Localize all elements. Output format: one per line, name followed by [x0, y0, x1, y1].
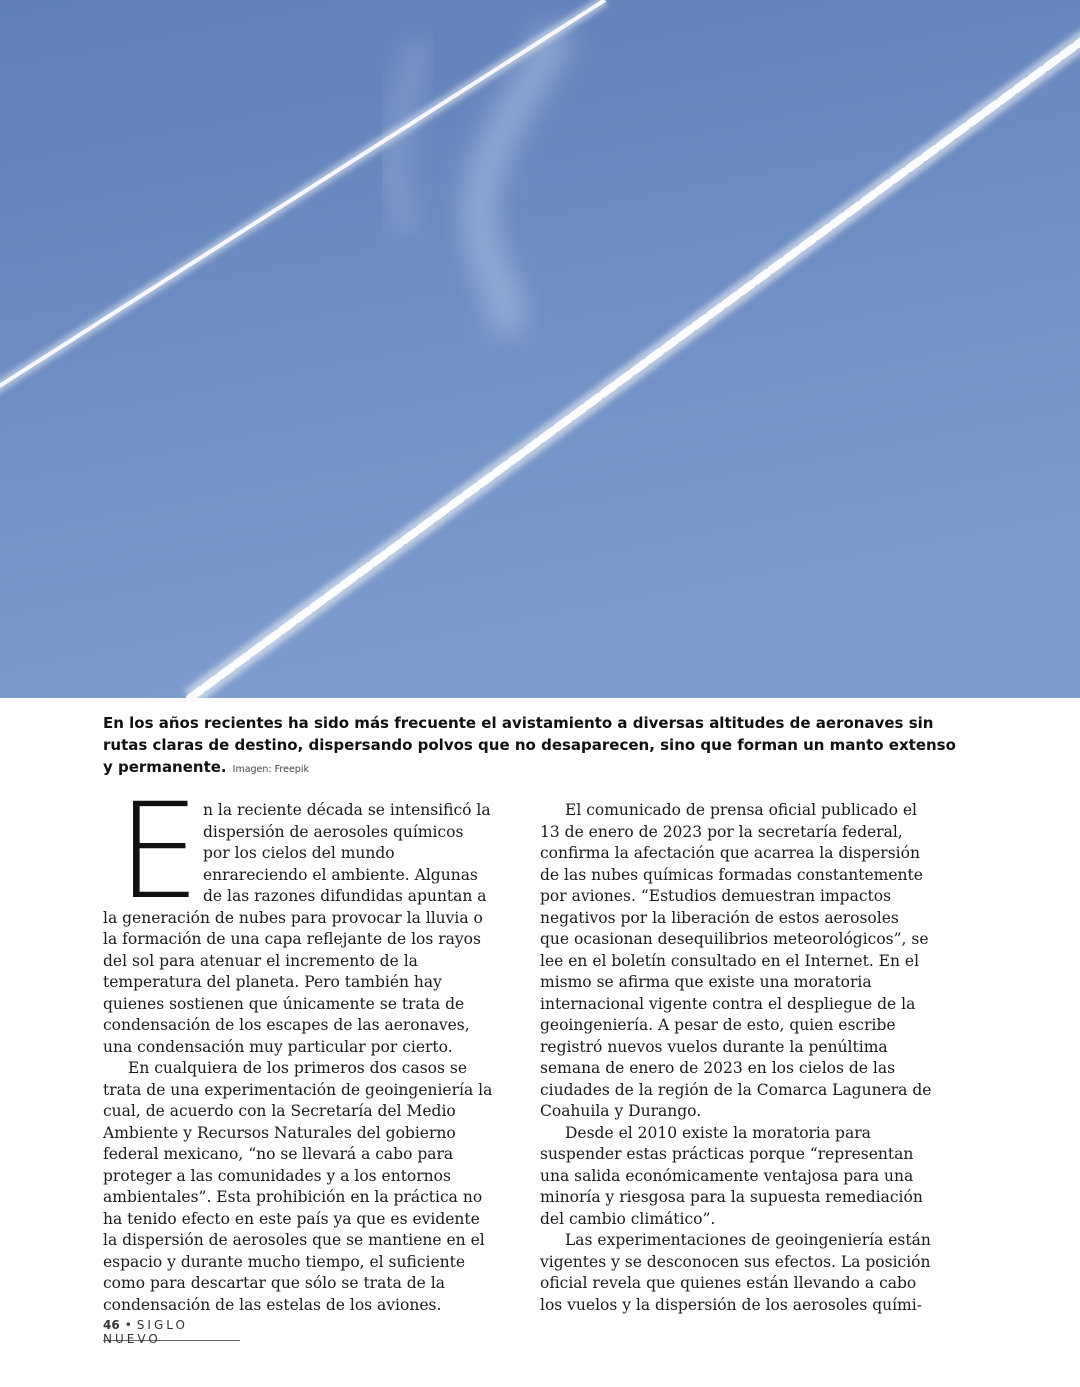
article-column-left: [103, 775, 495, 1316]
footer-separator: •: [124, 1318, 132, 1332]
article-column-right: [540, 800, 932, 1316]
drop-cap: E: [117, 775, 201, 929]
photo-caption: [103, 712, 963, 781]
right-paragraph-3: Las experimentaciones de geoingeniería están vigentes y se desconocen sus efectos. La posición oficial revela que quienes están llevando a cabo los vuelos y la dispersión de los aerosoles quími-: [540, 1231, 931, 1314]
page-number: 46: [103, 1318, 120, 1332]
left-paragraph-2: En cualquiera de los primeros dos casos se trata de una experimentación de geoingeniería la cual, de acuerdo con la Secretaría del Medio Ambiente y Recursos Naturales del gobierno federal mexicano, “no se llevará a cabo para proteger a las comunidades y a los entornos ambientales”. Esta prohibición en la práctica no ha tenido efecto en este país ya que es evidente la dispersión de aerosoles que se mantiene en el espacio y durante mucho tiempo, el suficiente como para descartar que sólo se trata de la condensación de las estelas de los aviones.: [103, 1059, 493, 1314]
right-paragraph-2: Desde el 2010 existe la moratoria para suspender estas prácticas porque “representan una salida económicamente ventajosa para una minoría y riesgosa para la supuesta remediación del cambio climático”.: [540, 1123, 923, 1228]
left-paragraph-1: n la reciente década se intensificó la dispersión de aerosoles químicos por los cielos del mundo enrareciendo el ambiente. Algunas de las razones difundidas apuntan a la generación de nubes para provocar la lluvia o la formación de una capa reflejante de los rayos del sol para atenuar el incremento de la temperatura del planeta. Pero también hay quienes sostienen que únicamente se trata de condensación de los escapes de las aeronaves, una condensación muy particular por cierto.: [103, 801, 491, 1056]
caption-text: En los años recientes ha sido más frecuente el avistamiento a diversas altitudes de aeronaves sin rutas claras de destino, dispersando polvos que no desaparecen, sino que forman un manto extenso y permanente.: [103, 714, 956, 776]
image-credit: Imagen: Freepik: [232, 764, 309, 775]
page-footer: [103, 1318, 240, 1346]
publication-name: SIGLO NUEVO: [103, 1318, 188, 1346]
right-paragraph-1: El comunicado de prensa oficial publicado el 13 de enero de 2023 por la secretaría federal, confirma la afectación que acarrea la dispersión de las nubes químicas formadas constantemente por aviones. “Estudios demuestran impactos negativos por la liberación de estos aerosoles que ocasionan desequilibrios meteorológicos”, se lee en el boletín consultado en el Internet. En el mismo se afirma que existe una moratoria internacional vigente contra el despliegue de la geoingeniería. A pesar de esto, quien escribe registró nuevos vuelos durante la penúltima semana de enero de 2023 en los cielos de las ciudades de la región de la Comarca Lagunera de Coahuila y Durango.: [540, 801, 932, 1120]
